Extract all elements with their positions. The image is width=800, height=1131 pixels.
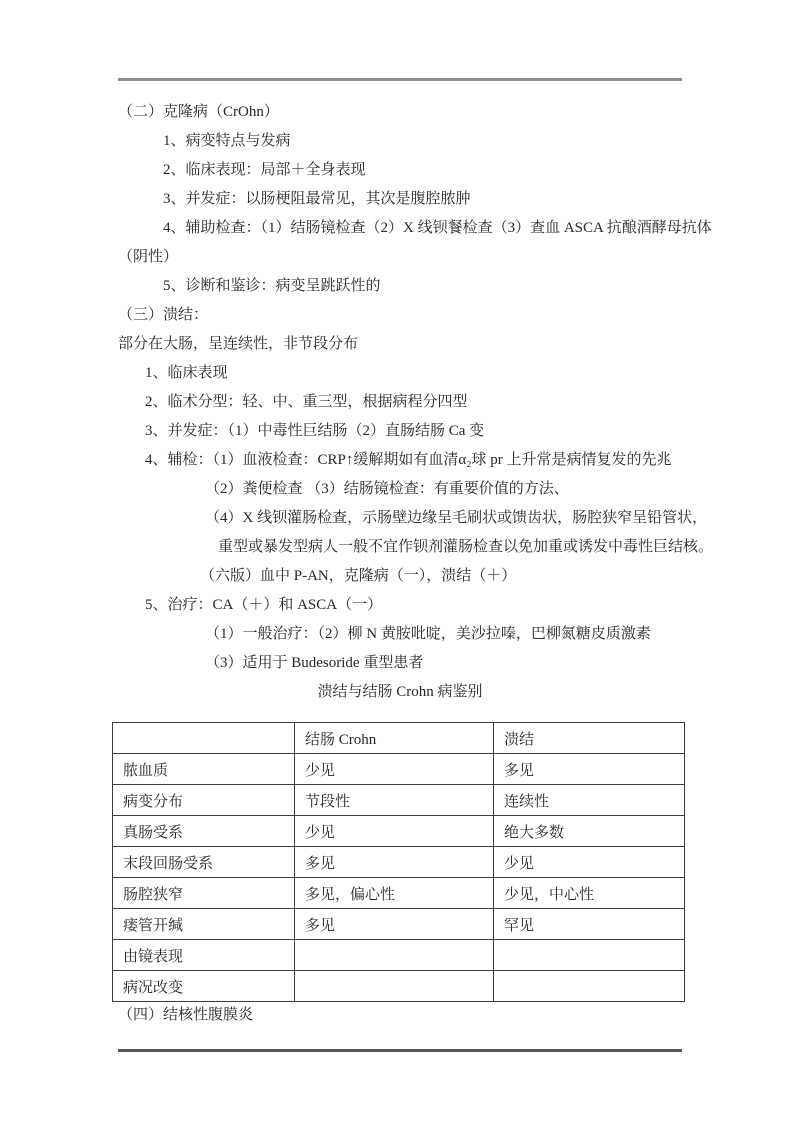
- table-cell: [294, 971, 493, 1001]
- table-title: 溃结与结肠 Crohn 病鉴别: [317, 684, 483, 700]
- table-row: [113, 846, 684, 877]
- table-cell: 多见，偏心性: [294, 878, 493, 908]
- table-row: [113, 815, 684, 846]
- table-cell: 病况改变: [123, 979, 184, 996]
- table-cell: 罕见: [493, 909, 684, 939]
- doc-line: 2、临术分型：轻、中、重三型，根据病程分四型: [145, 394, 468, 410]
- table-cell: 少见: [294, 754, 493, 784]
- table-cell: 肠腔狭窄: [123, 886, 184, 903]
- doc-line: （二）克隆病（CrOhn）: [118, 104, 279, 120]
- doc-line: （三）溃结：: [118, 307, 209, 323]
- table-header-cell: 结肠 Crohn: [294, 723, 493, 753]
- table-cell: 多见: [294, 909, 493, 939]
- header-divider: [118, 78, 682, 81]
- doc-line: 5、治疗：CA（＋）和 ASCA（一）: [145, 597, 383, 613]
- footer-divider: [118, 1049, 682, 1052]
- doc-line: （四）结核性腹膜炎: [118, 1007, 254, 1023]
- table-cell: 病变分布: [123, 793, 184, 810]
- table-cell: 瘘管开缄: [123, 917, 184, 934]
- doc-line: （3）适用于 Budesoride 重型患者: [205, 655, 424, 671]
- table-cell: [493, 940, 684, 970]
- table-cell: 由镜表现: [123, 948, 184, 965]
- table-cell: 末段回肠受系: [123, 855, 214, 872]
- doc-line: 部分在大肠，呈连续性，非节段分布: [118, 336, 359, 352]
- table-header-cell: 溃结: [493, 723, 684, 753]
- table-row: [113, 753, 684, 784]
- doc-line: 4、辅检：（1）血液检查：CRP↑缓解期如有血清α₂球 pr 上升常是病情复发的先兆: [145, 452, 672, 468]
- table-cell: 真肠受系: [123, 824, 184, 841]
- doc-line: （六版）血中 P-AN，克隆病（一），溃结（＋）: [200, 568, 517, 584]
- doc-line: （1）一般治疗：（2）柳 N 黄胺吡啶，美沙拉嗪，巴柳氮糖皮质激素: [205, 626, 651, 642]
- doc-line: （2）粪便检查 （3）结肠镜检查：有重要价值的方法、: [205, 481, 569, 497]
- doc-line: 1、临床表现: [145, 365, 228, 381]
- document-body: [118, 98, 714, 707]
- doc-line: 2、临床表现：局部＋全身表现: [163, 162, 366, 178]
- table-cell: 少见: [493, 847, 684, 877]
- table-header-cell: [113, 723, 294, 753]
- table-row: [113, 908, 684, 939]
- doc-line: （4）X 线钡灌肠检查，示肠壁边缘呈毛刷状或馈齿状，肠腔狭窄呈铅管状，: [205, 510, 708, 526]
- table-cell: [294, 940, 493, 970]
- comparison-table: [112, 722, 685, 1002]
- table-cell: 少见: [294, 816, 493, 846]
- table-row: [113, 939, 684, 970]
- doc-line: 3、并发症：（1）中毒性巨结肠（2）直肠结肠 Ca 变: [145, 423, 485, 439]
- doc-line: 1、病变特点与发病: [163, 133, 291, 149]
- table-cell: 节段性: [294, 785, 493, 815]
- table-cell: 多见: [294, 847, 493, 877]
- table-cell: 脓血质: [123, 762, 169, 779]
- table-cell: [493, 971, 684, 1001]
- table-cell: 连续性: [493, 785, 684, 815]
- doc-line: （阴性）: [118, 249, 179, 265]
- doc-line: 重型或暴发型病人一般不宜作钡剂灌肠检查以免加重或诱发中毒性巨结核。: [218, 539, 714, 555]
- doc-line: 3、并发症：以肠梗阻最常见，其次是腹腔脓肿: [163, 191, 471, 207]
- doc-line: 5、诊断和鉴诊：病变呈跳跃性的: [163, 278, 381, 294]
- table-cell: 少见，中心性: [493, 878, 684, 908]
- table-row: [113, 970, 684, 1001]
- table-row: [113, 784, 684, 815]
- table-cell: 多见: [493, 754, 684, 784]
- table-cell: 绝大多数: [493, 816, 684, 846]
- table-row: [113, 877, 684, 908]
- table-header-row: [113, 723, 684, 753]
- doc-line: 4、辅助检查：（1）结肠镜检查（2）X 线钡餐检查（3）查血 ASCA 抗酿酒酵母抗体: [163, 220, 712, 236]
